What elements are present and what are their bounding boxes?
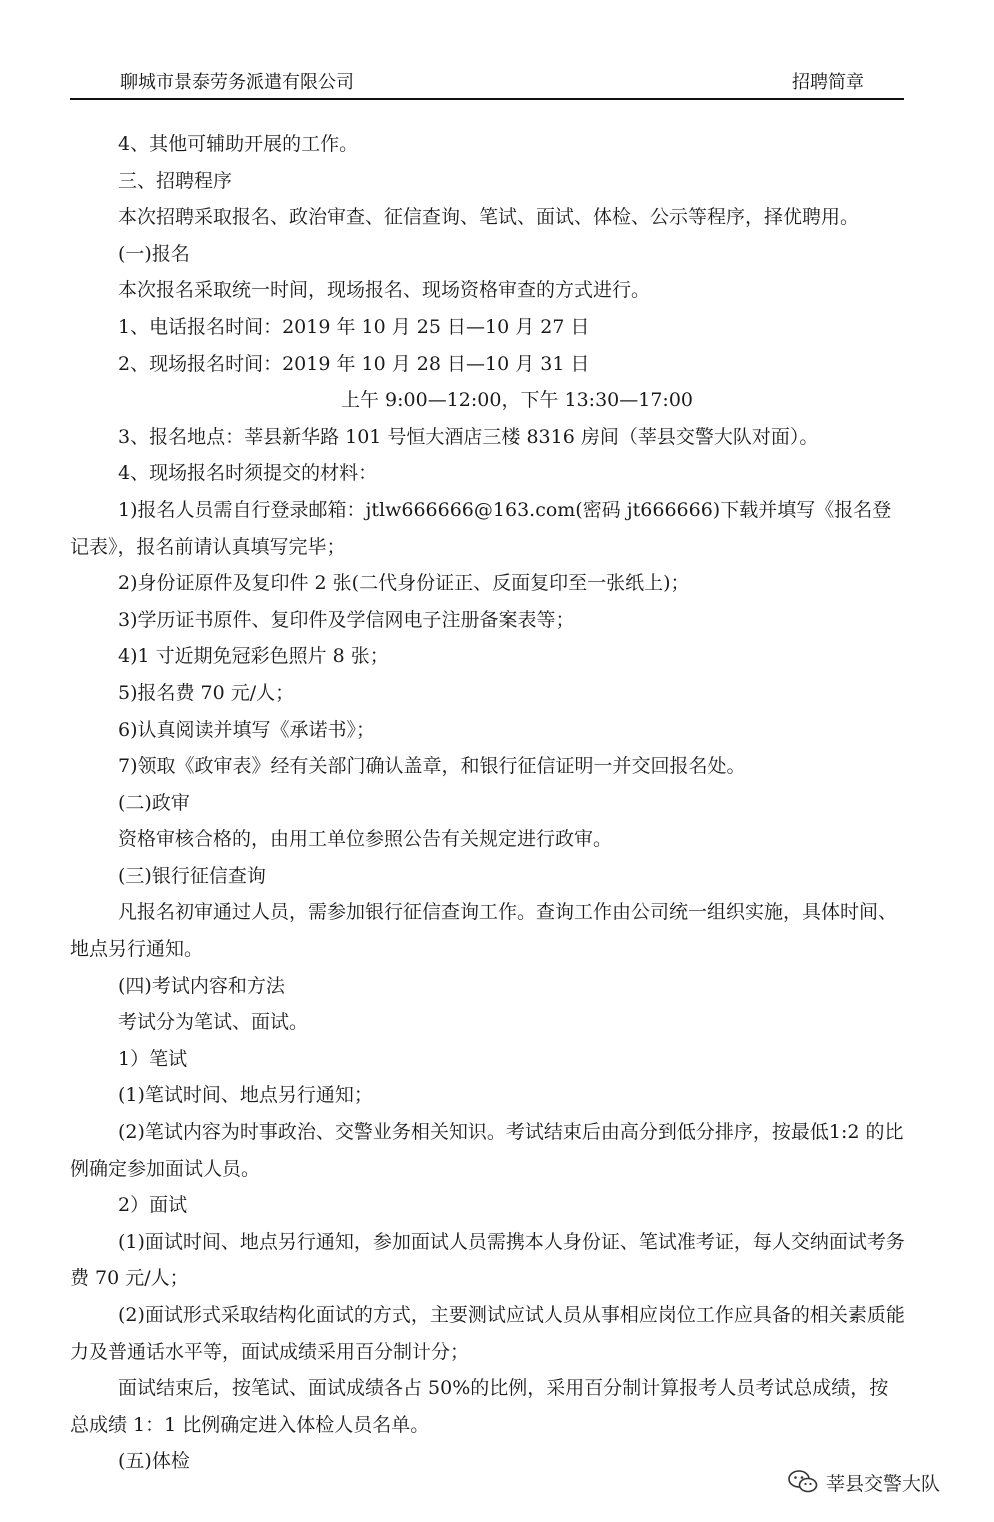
paragraph: 4、现场报名时须提交的材料： bbox=[118, 462, 378, 485]
paragraph: 本次招聘采取报名、政治审查、征信查询、笔试、面试、体检、公示等程序，择优聘用。 bbox=[118, 206, 860, 229]
paragraph: 7)领取《政审表》经有关部门确认盖章，和银行征信证明一并交回报名处。 bbox=[118, 755, 746, 778]
paragraph: 1)报名人员需自行登录邮箱：jtlw666666@163.com(密码 jt666666)下载并填写《报名登记表》，报名前请认真填写完毕； bbox=[70, 498, 892, 558]
subsection-heading: (二)政审 bbox=[118, 791, 190, 814]
paragraph: 考试分为笔试、面试。 bbox=[118, 1011, 309, 1034]
document-type: 招聘简章 bbox=[792, 72, 864, 93]
paragraph: 2、现场报名时间：2019 年 10 月 28 日—10 月 31 日 bbox=[118, 352, 590, 375]
subsection-heading: (四)考试内容和方法 bbox=[118, 974, 285, 997]
document-body bbox=[70, 126, 906, 1480]
company-name: 聊城市景泰劳务派遣有限公司 bbox=[120, 72, 354, 93]
paragraph: 4、其他可辅助开展的工作。 bbox=[118, 133, 359, 155]
paragraph: 5)报名费 70 元/人； bbox=[118, 681, 295, 704]
paragraph: 1、电话报名时间：2019 年 10 月 25 日—10 月 27 日 bbox=[118, 315, 590, 338]
paragraph: 上午 9:00—12:00，下午 13:30—17:00 bbox=[340, 389, 693, 412]
paragraph: 4)1 寸近期免冠彩色照片 8 张； bbox=[118, 645, 389, 668]
paragraph: (1)笔试时间、地点另行通知； bbox=[118, 1084, 373, 1107]
paragraph: (1)面试时间、地点另行通知，参加面试人员需携本人身份证、笔试准考证，每人交纳面试考务费 70 元/人； bbox=[70, 1230, 905, 1290]
subsection-heading: (一)报名 bbox=[118, 242, 190, 265]
paragraph: 2）面试 bbox=[118, 1194, 188, 1217]
subsection-heading: (三)银行征信查询 bbox=[118, 864, 266, 887]
paragraph: 本次报名采取统一时间，现场报名、现场资格审查的方式进行。 bbox=[118, 279, 651, 302]
watermark-text: 莘县交警大队 bbox=[826, 1472, 941, 1495]
paragraph: 资格审核合格的，由用工单位参照公告有关规定进行政审。 bbox=[118, 828, 613, 851]
paragraph: 3、报名地点：莘县新华路 101 号恒大酒店三楼 8316 房间（莘县交警大队对面）。 bbox=[118, 425, 819, 448]
subsection-heading: (五)体检 bbox=[118, 1450, 190, 1473]
page-header bbox=[70, 60, 904, 100]
wechat-watermark bbox=[788, 1462, 940, 1502]
paragraph: 1）笔试 bbox=[118, 1047, 188, 1070]
paragraph: 2)身份证原件及复印件 2 张(二代身份证正、反面复印至一张纸上)； bbox=[118, 572, 690, 595]
paragraph: 凡报名初审通过人员，需参加银行征信查询工作。查询工作由公司统一组织实施，具体时间、地点另行通知。 bbox=[70, 901, 898, 961]
paragraph: (2)面试形式采取结构化面试的方式，主要测试应试人员从事相应岗位工作应具备的相关素质能力及普通话水平等，面试成绩采用百分制计分； bbox=[70, 1304, 905, 1363]
paragraph: (2)笔试内容为时事政治、交警业务相关知识。考试结束后由高分到低分排序，按最低1:2 的比例确定参加面试人员。 bbox=[70, 1121, 904, 1180]
paragraph: 3)学历证书原件、复印件及学信网电子注册备案表等； bbox=[118, 608, 575, 631]
section-heading: 三、招聘程序 bbox=[118, 169, 233, 192]
wechat-icon bbox=[788, 1469, 818, 1495]
paragraph: 面试结束后，按笔试、面试成绩各占 50%的比例，采用百分制计算报考人员考试总成绩，按总成绩 1：1 比例确定进入体检人员名单。 bbox=[70, 1377, 889, 1436]
paragraph: 6)认真阅读并填写《承诺书》； bbox=[118, 718, 376, 741]
